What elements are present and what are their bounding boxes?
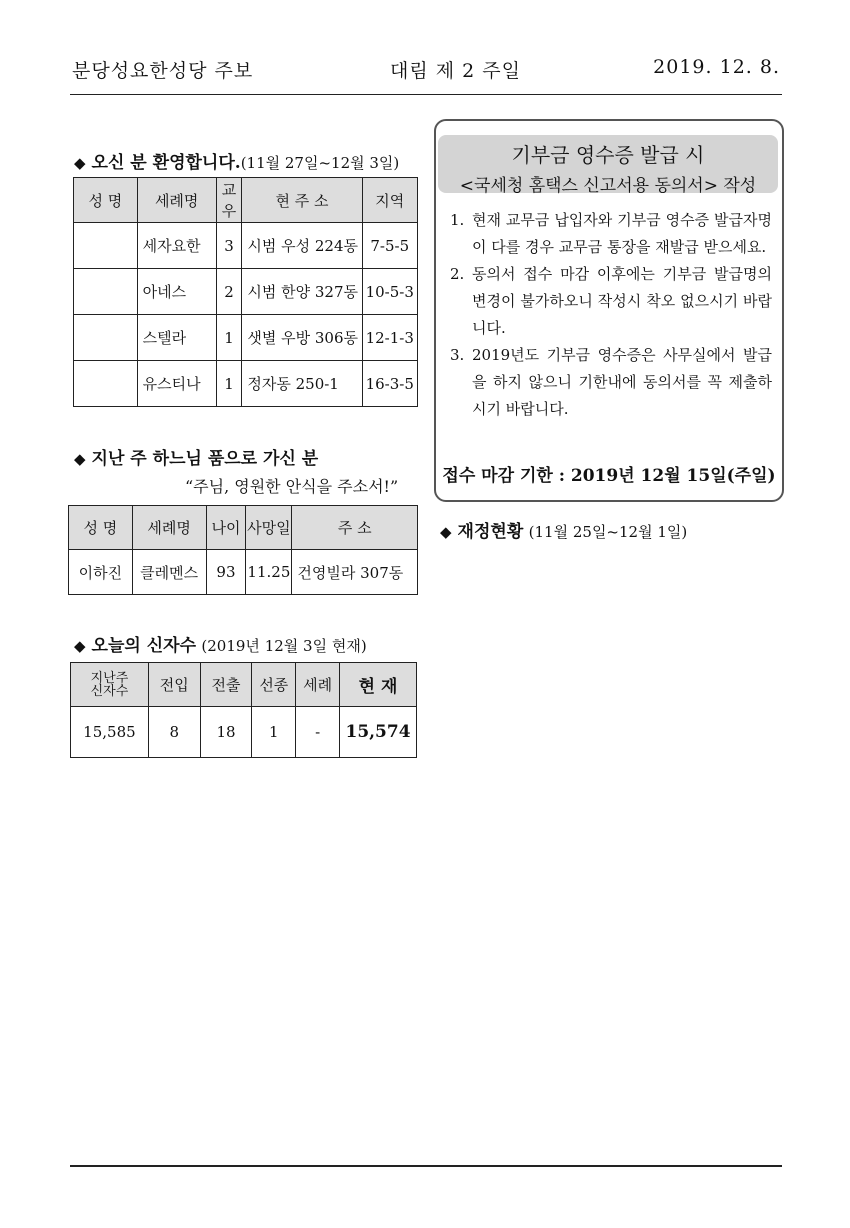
bulletin-name: 분당성요한성당 주보: [72, 60, 254, 82]
list-item: [450, 207, 772, 261]
welcome-period: (11월 27일~12월 3일): [240, 154, 400, 172]
cell-name: [74, 223, 138, 269]
table-row: [74, 269, 418, 315]
list-item: [450, 261, 772, 342]
table-row: [69, 550, 418, 595]
table-row: [74, 361, 418, 407]
table-header-row: [71, 663, 417, 707]
notice-subtitle: <국세청 홈택스 신고서용 동의서> 작성: [459, 176, 757, 196]
diamond-icon: ◆: [74, 154, 86, 172]
cell-region: 7-5-5: [362, 223, 417, 269]
list-item-number: 1.: [450, 211, 465, 229]
list-item-text: 현재 교무금 납입자와 기부금 영수증 발급자명이 다를 경우 교무금 통장을 재발급 받으세요.: [472, 211, 772, 256]
cell-name: [74, 315, 138, 361]
list-item-text: 2019년도 기부금 영수증은 사무실에서 발급을 하지 않으니 기한내에 동의서를 꼭 제출하시기 바랍니다.: [472, 346, 772, 418]
cell-current: 15,574: [340, 707, 417, 758]
deceased-table: [68, 505, 418, 595]
cell-address: 건영빌라 307동: [292, 550, 418, 595]
table-header-row: [74, 178, 418, 223]
cell-address: 시범 한양 327동: [242, 269, 362, 315]
diamond-icon: ◆: [74, 450, 86, 468]
cell-baptismal-name: 세자요한: [137, 223, 216, 269]
liturgical-week: 대림 제 2 주일: [390, 60, 521, 82]
notice-deadline: 접수 마감 기한 : 2019년 12월 15일(주일): [442, 466, 776, 486]
welcome-heading: [74, 148, 399, 173]
list-item-number: 2.: [450, 265, 465, 283]
col-address: 주 소: [292, 506, 418, 550]
table-row: [74, 315, 418, 361]
cell-baptismal-name: 유스티나: [137, 361, 216, 407]
finance-title: 재정현황: [457, 522, 524, 542]
deceased-title: 지난 주 하느님 품으로 가신 분: [91, 449, 319, 469]
col-baptism: 세례: [296, 663, 340, 707]
cell-baptism: -: [296, 707, 340, 758]
notice-list: [450, 207, 772, 423]
members-heading: [74, 631, 367, 656]
table-header-row: [69, 506, 418, 550]
cell-address: 정자동 250-1: [242, 361, 362, 407]
diamond-icon: ◆: [440, 523, 452, 541]
cell-transfer-in: 8: [148, 707, 200, 758]
col-last-week-line2: 신자수: [90, 683, 129, 699]
footer-divider: [70, 1165, 782, 1167]
col-name: 성 명: [69, 506, 133, 550]
prayer-quote: “주님, 영원한 안식을 주소서!”: [185, 477, 399, 496]
col-date-of-death: 사망일: [246, 506, 292, 550]
cell-date-of-death: 11.25: [246, 550, 292, 595]
cell-region: 16-3-5: [362, 361, 417, 407]
members-table: [70, 662, 417, 758]
cell-transfer-out: 18: [200, 707, 252, 758]
cell-members: 1: [216, 315, 242, 361]
cell-members: 3: [216, 223, 242, 269]
col-last-week-line1: 지난주: [90, 670, 129, 686]
table-row: [71, 707, 417, 758]
table-row: [74, 223, 418, 269]
members-asof: (2019년 12월 3일 현재): [201, 637, 367, 655]
finance-period: (11월 25일~12월 1일): [528, 523, 688, 541]
col-baptismal-name: 세례명: [137, 178, 216, 223]
list-item-number: 3.: [450, 346, 465, 364]
col-name: 성 명: [74, 178, 138, 223]
welcome-title: 오신 분 환영합니다.: [91, 153, 241, 173]
deceased-heading: [74, 444, 318, 469]
welcome-table: [73, 177, 418, 407]
cell-deceased: 1: [252, 707, 296, 758]
col-current: 현 재: [340, 663, 417, 707]
members-title: 오늘의 신자수: [91, 636, 196, 656]
col-age: 나이: [206, 506, 246, 550]
col-region: 지역: [362, 178, 417, 223]
notice-header: [438, 135, 778, 196]
cell-baptismal-name: 클레멘스: [132, 550, 206, 595]
diamond-icon: ◆: [74, 637, 86, 655]
col-baptismal-name: 세례명: [132, 506, 206, 550]
cell-address: 시범 우성 224동: [242, 223, 362, 269]
cell-baptismal-name: 스텔라: [137, 315, 216, 361]
header-divider: [70, 94, 782, 95]
col-address: 현 주 소: [242, 178, 362, 223]
col-transfer-out: 전출: [200, 663, 252, 707]
cell-address: 샛별 우방 306동: [242, 315, 362, 361]
bulletin-date: 2019. 12. 8.: [653, 56, 780, 78]
col-last-week-count: [71, 663, 149, 707]
cell-name: [74, 361, 138, 407]
cell-last-week-count: 15,585: [71, 707, 149, 758]
col-members: 교우: [216, 178, 242, 223]
cell-name: [74, 269, 138, 315]
col-deceased: 선종: [252, 663, 296, 707]
cell-members: 1: [216, 361, 242, 407]
list-item: [450, 342, 772, 423]
finance-heading: [440, 517, 687, 542]
cell-region: 10-5-3: [362, 269, 417, 315]
col-transfer-in: 전입: [148, 663, 200, 707]
cell-members: 2: [216, 269, 242, 315]
list-item-text: 동의서 접수 마감 이후에는 기부금 발급명의 변경이 불가하오니 작성시 착오 없으시기 바랍니다.: [472, 265, 772, 337]
cell-age: 93: [206, 550, 246, 595]
notice-title: 기부금 영수증 발급 시: [511, 143, 705, 167]
cell-name: 이하진: [69, 550, 133, 595]
donation-receipt-notice: [434, 119, 784, 502]
cell-baptismal-name: 아네스: [137, 269, 216, 315]
cell-region: 12-1-3: [362, 315, 417, 361]
